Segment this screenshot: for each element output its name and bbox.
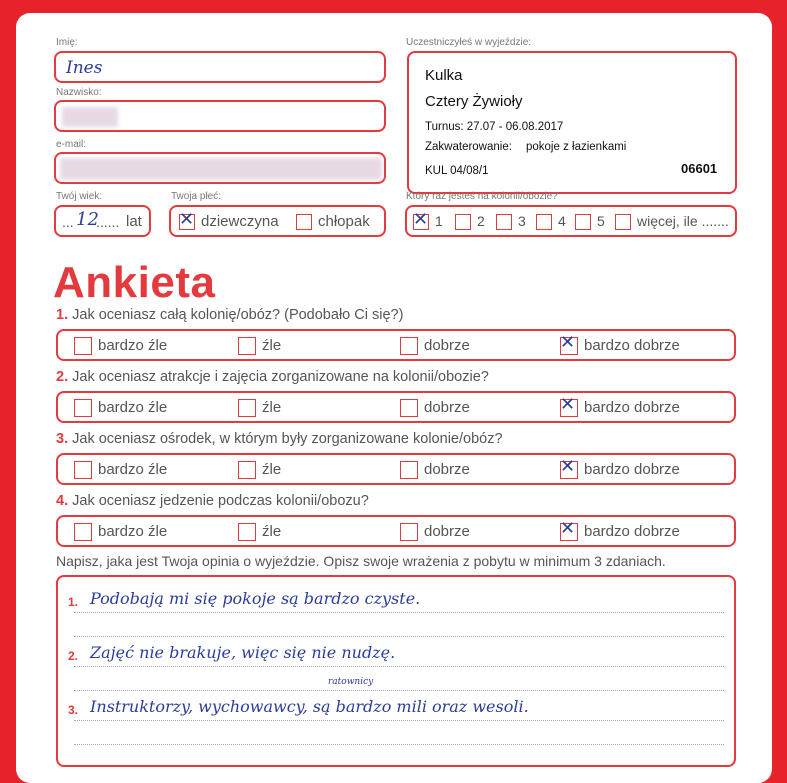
rating-label: bardzo źle [98,523,168,540]
opinion-prompt: Napisz, jaka jest Twoja opinia o wyjeździe. Opisz swoje wrażenia z pobytu w minimum 3 zdaniach. [56,553,666,569]
rating-label: dobrze [424,337,470,354]
checkmark-x-icon: ✕ [560,518,576,540]
rating-option[interactable] [560,456,680,479]
rating-label: źle [262,399,282,416]
checkbox[interactable] [238,399,256,417]
age-label: Twój wiek: [56,191,103,202]
question-text: Jak oceniasz ośrodek, w którym były zorganizowane kolonie/obóz? [72,431,503,447]
answer-line [74,636,724,637]
age-field[interactable] [54,205,151,237]
times-label: Który raz jesteś na kolonii/obozie? [406,191,558,202]
camp-accommodation-value: pokoje z łazienkami [526,141,627,153]
question-4 [56,493,369,509]
times-option-4[interactable]: 4 [536,213,566,230]
rating-option[interactable] [74,337,167,355]
checkmark-x-icon: ✕ [560,456,576,478]
answer-line [74,744,724,745]
question-text: Jak oceniasz jedzenie podczas kolonii/obozu? [72,493,369,509]
checkbox[interactable] [238,461,256,479]
checkmark-x-icon: ✕ [560,394,576,416]
rating-option[interactable] [560,332,680,355]
answer-number-2: 2. [68,649,79,663]
camp-accommodation-label: Zakwaterowanie: [425,141,512,153]
question-number: 3. [56,431,69,447]
answer-line [74,720,724,721]
answer-insertion: ratownicy [328,677,374,687]
camp-line1: Kulka [425,67,463,84]
gender-field [169,205,386,237]
question-2 [56,369,489,385]
times-option-5[interactable]: 5 [575,213,605,230]
checkbox[interactable] [74,523,92,541]
redacted-email [60,158,382,180]
survey-title: Ankieta [53,258,216,307]
camp-info-box [407,51,737,194]
checkbox[interactable] [496,214,512,230]
rating-label: dobrze [424,523,470,540]
rating-option[interactable] [400,523,470,541]
surname-field[interactable] [54,100,386,132]
age-dots-before: ... [62,214,74,230]
name-field[interactable] [54,51,386,83]
name-label: Imię: [56,37,78,48]
checkbox[interactable] [560,518,578,541]
redacted-surname [62,107,118,127]
checkbox[interactable] [238,523,256,541]
times-field [405,205,737,237]
rating-label: dobrze [424,399,470,416]
answer-line [74,690,724,691]
email-label: e-mail: [56,139,87,150]
camp-turnus: Turnus: 27.07 - 06.08.2017 [425,121,564,133]
question-1 [56,307,403,323]
answer-number-3: 3. [68,703,79,717]
checkbox[interactable] [400,523,418,541]
answer-text-1: Podobają mi się pokoje są bardzo czyste. [90,589,421,608]
checkbox[interactable] [400,337,418,355]
rating-row-3 [56,453,736,485]
question-3 [56,431,503,447]
rating-label: bardzo dobrze [584,523,680,540]
rating-option[interactable] [238,523,281,541]
question-text: Jak oceniasz atrakcje i zajęcia zorganizowane na kolonii/obozie? [72,369,489,385]
rating-row-2 [56,391,736,423]
rating-option[interactable] [74,399,167,417]
rating-option[interactable] [74,523,167,541]
question-number: 2. [56,369,69,385]
email-field[interactable] [54,152,386,184]
rating-label: bardzo dobrze [584,399,680,416]
checkmark-x-icon: ✕ [179,209,195,231]
gender-option-boy[interactable]: chłopak [296,213,370,230]
checkbox[interactable] [400,399,418,417]
checkbox[interactable] [74,337,92,355]
checkbox[interactable] [560,456,578,479]
question-number: 1. [56,307,69,323]
age-unit: lat [126,213,142,230]
answer-text-3: Instruktorzy, wychowawcy, są bardzo mili oraz wesoli. [90,697,529,716]
checkbox[interactable] [536,214,552,230]
rating-label: bardzo dobrze [584,337,680,354]
times-option-2[interactable]: 2 [455,213,485,230]
survey-sheet [16,13,772,783]
answer-line [74,612,724,613]
checkmark-x-icon: ✕ [560,332,576,354]
camp-code: KUL 04/08/1 [425,165,489,177]
rating-row-1 [56,329,736,361]
checkbox[interactable] [413,209,429,231]
answer-text-2: Zajęć nie brakuje, więc się nie nudzę. [90,643,396,662]
answer-line [74,666,724,667]
rating-option[interactable] [238,399,281,417]
times-option-more[interactable]: więcej, ile ....... [615,213,729,230]
times-option-1[interactable]: ✕ 1 [413,209,443,231]
rating-label: źle [262,461,282,478]
checkbox[interactable] [238,337,256,355]
checkbox[interactable] [74,461,92,479]
gender-option-girl[interactable]: ✕ dziewczyna [179,209,279,231]
answer-number-1: 1. [68,595,79,609]
checkbox[interactable] [455,214,471,230]
rating-option[interactable] [560,518,680,541]
checkbox[interactable] [400,461,418,479]
rating-row-4 [56,515,736,547]
checkbox[interactable] [560,394,578,417]
camp-label: Uczestniczyłeś w wyjeździe: [406,37,532,48]
question-number: 4. [56,493,69,509]
age-dots-after: ...... [96,214,120,230]
rating-label: dobrze [424,461,470,478]
rating-option[interactable] [74,461,167,479]
rating-label: źle [262,337,282,354]
question-text: Jak oceniasz całą kolonię/obóz? (Podobało Ci się?) [72,307,404,323]
checkbox[interactable] [615,214,631,230]
rating-label: bardzo źle [98,461,168,478]
rating-option[interactable] [238,461,281,479]
rating-option[interactable] [400,399,470,417]
rating-label: bardzo źle [98,399,168,416]
rating-label: bardzo dobrze [584,461,680,478]
rating-label: źle [262,523,282,540]
rating-option[interactable] [560,394,680,417]
checkmark-x-icon: ✕ [413,209,429,231]
checkbox[interactable] [179,209,195,231]
checkbox[interactable] [560,332,578,355]
rating-label: bardzo źle [98,337,168,354]
checkbox[interactable] [296,214,312,230]
surname-label: Nazwisko: [56,87,102,98]
age-value: 12 [76,209,99,230]
rating-option[interactable] [400,337,470,355]
gender-label: Twoja płeć: [171,191,222,202]
rating-option[interactable] [238,337,281,355]
rating-option[interactable] [400,461,470,479]
times-option-3[interactable]: 3 [496,213,526,230]
checkbox[interactable] [575,214,591,230]
camp-number: 06601 [681,161,718,176]
name-value: Ines [66,58,103,78]
camp-line2: Cztery Żywioły [425,93,523,110]
checkbox[interactable] [74,399,92,417]
